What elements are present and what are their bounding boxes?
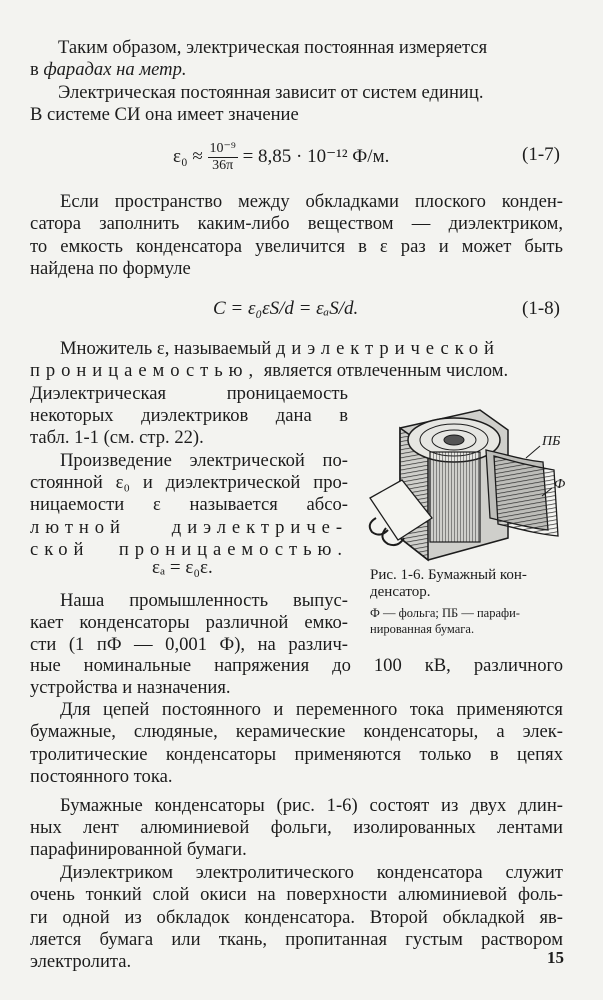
text-line: ных лент алюминиевой фольги, изолированных лентами (30, 817, 563, 838)
label-pb: ПБ (542, 434, 561, 449)
text-line: в фарадах на метр. (30, 59, 187, 80)
text-line: Для цепей постоянного и переменного тока применяются (60, 699, 563, 720)
figure-legend: нированная бумага. (370, 622, 475, 636)
text-line: В системе СИ она имеет значение (30, 104, 299, 125)
equation-number: (1-8) (522, 298, 560, 319)
text-line: ницаемости ε называется абсо- (30, 494, 348, 515)
figure-caption: Рис. 1-6. Бумажный кон- (370, 567, 527, 583)
text-line: Множитель ε, называемый диэлектрической (60, 338, 500, 359)
text-line: некоторых диэлектриков дана в (30, 405, 348, 426)
text-line: устройства и назначения. (30, 677, 231, 698)
fraction-numerator: 10⁻⁹ (209, 141, 236, 156)
text-line: электролита. (30, 951, 132, 972)
text-line: постоянного тока. (30, 766, 173, 787)
equation-1-7 (173, 141, 389, 174)
text-line: Таким образом, электрическая постоянная измеряется (58, 37, 488, 58)
figure-caption: денсатор. (370, 584, 431, 600)
page-number: 15 (547, 948, 564, 967)
equation-lhs: ε₀ ≈ (173, 145, 203, 167)
equation-rhs: = 8,85 · 10⁻¹² Ф/м. (242, 145, 390, 167)
text-line: Диэлектриком электролитического конденсатора служит (60, 862, 563, 883)
text-line: очень тонкий слой окиси на поверхности алюминиевой фоль- (30, 884, 563, 905)
text-line: Электрическая постоянная зависит от систем единиц. (58, 82, 484, 103)
text-line: найдена по формуле (30, 258, 191, 279)
text-line: Бумажные конденсаторы (рис. 1-6) состоят из двух длин- (60, 795, 563, 816)
text-line: ляется бумага или ткань, пропитанная густым раствором (30, 929, 563, 950)
text-line: тролитические конденсаторы применяются только в цепях (30, 744, 563, 765)
text-line: Наша промышленность выпус- (60, 590, 348, 611)
text-line: сти (1 пФ — 0,001 Ф), на различ- (30, 634, 348, 655)
text-line: сатора заполнить каким-либо веществом — диэлектриком, (30, 213, 563, 234)
figure-legend: Ф — фольга; ПБ — парафи- (370, 606, 520, 620)
spaced-term: ской проницаемостью. (30, 539, 348, 560)
fraction (208, 141, 238, 174)
equation-absolute-permittivity: εₐ = ε₀ε. (152, 557, 213, 578)
paper-capacitor-illustration (358, 400, 573, 562)
spaced-term: диэлектрической (275, 338, 500, 359)
spaced-term: лютной диэлектриче- (30, 517, 348, 538)
text-line: ные номинальные напряжения до 100 кВ, различного (30, 655, 563, 676)
italic-term: фарадах на метр. (43, 59, 187, 80)
fraction-denominator: 36π (212, 158, 234, 173)
roll-core (444, 435, 464, 445)
equation-1-8: C = ε₀εS/d = εₐS/d. (213, 298, 359, 319)
text-line: то емкость конденсатора увеличится в ε раз и может быть (30, 236, 563, 257)
text-line: Если пространство между обкладками плоского конден- (60, 191, 563, 212)
text-line: бумажные, слюдяные, керамические конденсаторы, а элек- (30, 721, 563, 742)
text-line: проницаемостью, является отвлеченным числом. (30, 360, 509, 381)
leader-line (526, 446, 540, 458)
label-f: Ф (554, 477, 566, 492)
text-line: парафинированной бумаги. (30, 839, 247, 860)
text-line: стоянной ε₀ и диэлектрической про- (30, 472, 348, 493)
spaced-term: проницаемостью, (30, 360, 260, 381)
text-line: Произведение электрической по- (60, 450, 348, 471)
paper-strip (494, 456, 558, 536)
roll-body (430, 452, 480, 542)
text-line: табл. 1-1 (см. стр. 22). (30, 427, 204, 448)
text-line: кает конденсаторы различной емко- (30, 612, 348, 633)
text-line: Диэлектрическая проницаемость (30, 383, 348, 404)
text-line: ги одной из обкладок конденсатора. Второй обкладкой яв- (30, 907, 563, 928)
equation-number: (1-7) (522, 144, 560, 165)
